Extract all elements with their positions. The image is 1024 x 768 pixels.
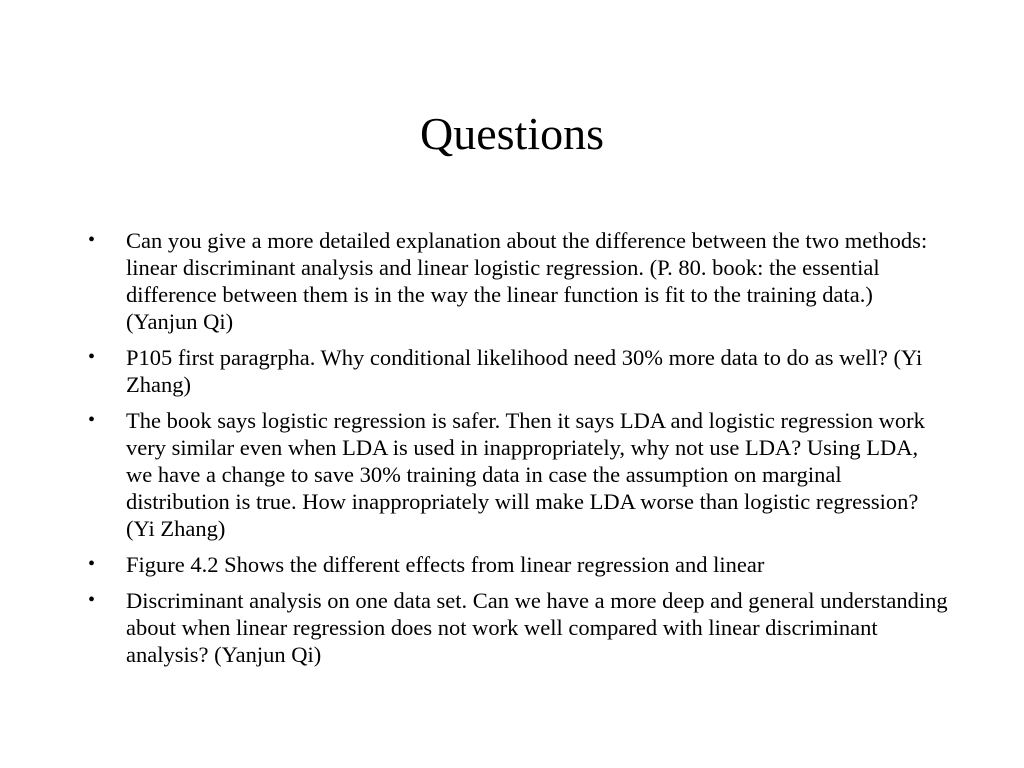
slide-title: Questions: [420, 108, 604, 159]
bullet-item: [88, 407, 948, 542]
bullet-icon: •: [88, 346, 96, 368]
bullet-text: Can you give a more detailed explanation about the difference between the two methods: linear discriminant analysis and linear logistic regression. (P. 80. book: the essential difference between them is in the way the linear function is fit to the training data.) (Yanjun Qi): [126, 228, 928, 334]
bullet-icon: •: [88, 229, 96, 251]
bullet-text: P105 first paragrpha. Why conditional likelihood need 30% more data to do as well? (Yi Zhang): [126, 345, 923, 397]
bullet-text: Figure 4.2 Shows the different effects from linear regression and linear: [126, 552, 765, 577]
bullet-icon: •: [88, 409, 96, 431]
bullet-text: The book says logistic regression is safer. Then it says LDA and logistic regression work very similar even when LDA is used in inappropriately, why not use LDA? Using LDA, we have a change to save 30% training data in case the assumption on marginal distribution is true. How inappropriately will make LDA worse than logistic regression? (Yi Zhang): [126, 408, 925, 541]
bullet-item: [88, 587, 948, 668]
bullet-item: [88, 227, 948, 335]
bullet-item: [88, 344, 948, 398]
bullet-item: [88, 551, 948, 578]
bullet-list: [88, 227, 948, 677]
bullet-icon: •: [88, 553, 96, 575]
bullet-icon: •: [88, 589, 96, 611]
bullet-text: Discriminant analysis on one data set. Can we have a more deep and general understanding about when linear regression does not work well compared with linear discriminant analysis? (Yanjun Qi): [126, 588, 948, 667]
